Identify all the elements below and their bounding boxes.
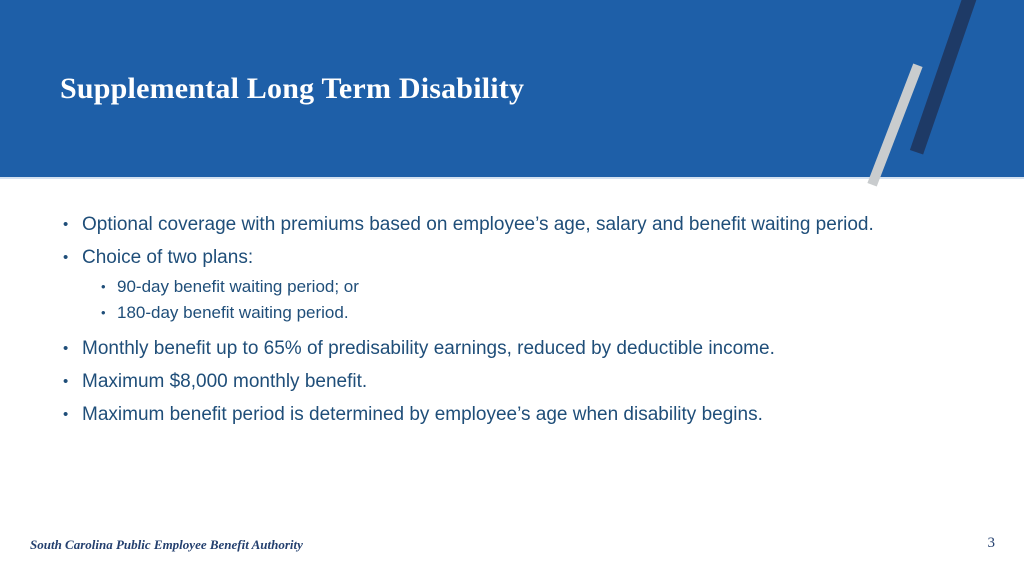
bullet-text: Monthly benefit up to 65% of predisability earnings, reduced by deductible income. — [82, 338, 775, 359]
bullet-text: Choice of two plans: — [82, 247, 254, 268]
footer-organization: South Carolina Public Employee Benefit Authority — [30, 537, 303, 552]
bullet-marker: • — [63, 373, 69, 390]
slide-title: Supplemental Long Term Disability — [60, 72, 525, 105]
bullet-list — [60, 213, 994, 436]
bullet-text: 90-day benefit waiting period; or — [117, 277, 359, 296]
bullet-marker: • — [101, 279, 106, 294]
bullet-text: 180-day benefit waiting period. — [117, 303, 349, 322]
slide-header-band — [0, 0, 1024, 179]
page-number: 3 — [987, 535, 995, 551]
sub-bullet-item — [98, 302, 994, 323]
bullet-item — [60, 246, 994, 269]
bullet-text: Maximum $8,000 monthly benefit. — [82, 371, 368, 392]
bullet-text: Optional coverage with premiums based on employee’s age, salary and benefit waiting period. — [82, 214, 874, 235]
bullet-marker: • — [63, 406, 69, 423]
bullet-marker: • — [101, 305, 106, 320]
bullet-item — [60, 213, 994, 236]
bullet-text: Maximum benefit period is determined by employee’s age when disability begins. — [82, 404, 763, 425]
bullet-marker: • — [63, 340, 69, 357]
bullet-item — [60, 370, 994, 393]
bullet-marker: • — [63, 249, 69, 266]
bullet-item — [60, 337, 994, 360]
bullet-item — [60, 403, 994, 426]
sub-bullet-item — [98, 276, 994, 297]
bullet-marker: • — [63, 216, 69, 233]
